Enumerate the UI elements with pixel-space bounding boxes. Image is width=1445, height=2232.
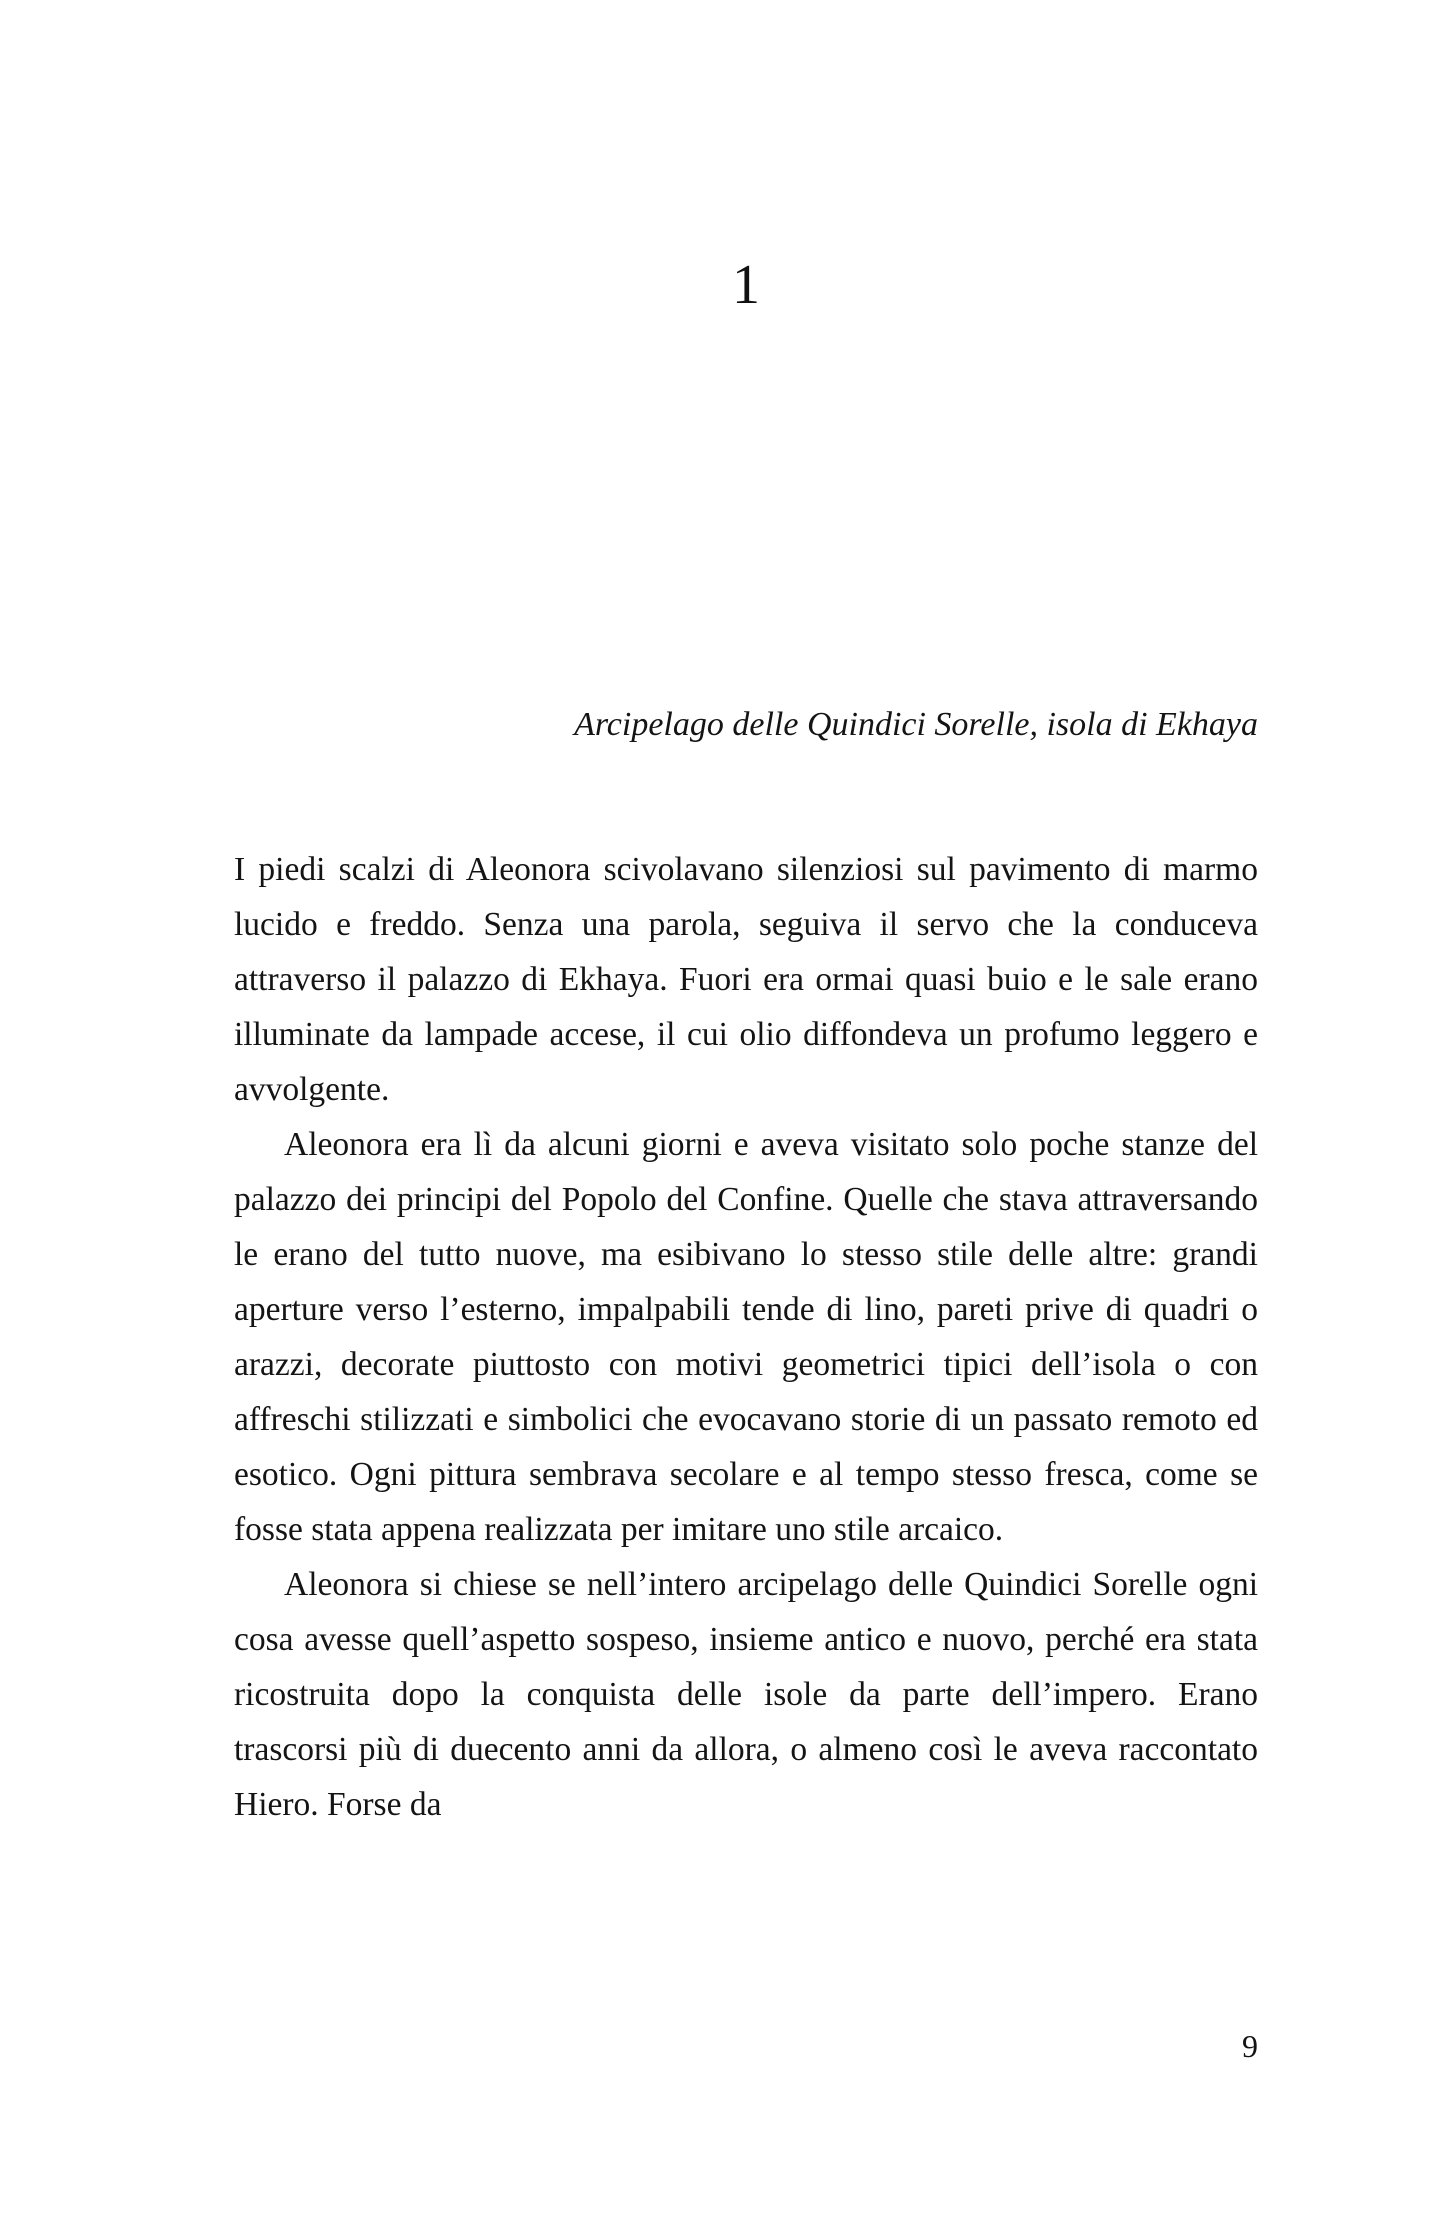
body-paragraph: Aleonora si chiese se nell’intero arcipelago delle Quindici Sorelle ogni cosa avesse quell’aspetto sospeso, insieme antico e nuovo, perché era stata ricostruita dopo la conquista delle isole da parte dell’impero. Erano trascorsi più di duecento anni da allora, o almeno così le aveva raccontato Hiero. Forse da — [234, 1565, 1258, 1823]
epigraph-location-line: Arcipelago delle Quindici Sorelle, isola di Ekhaya — [574, 706, 1258, 744]
body-paragraph: I piedi scalzi di Aleonora scivolavano silenziosi sul pavimento di marmo lucido e freddo. Senza una parola, seguiva il servo che la conduceva attraverso il palazzo di Ekhaya. Fuori era ormai quasi buio e le sale erano illuminate da lampade accese, il cui olio diffondeva un profumo leggero e avvolgente. — [234, 850, 1258, 1108]
chapter-number: 1 — [732, 254, 760, 316]
body-text — [234, 747, 1258, 1832]
page-number: 9 — [1242, 2028, 1258, 2064]
text-block — [234, 0, 1258, 1832]
body-paragraph: Aleonora era lì da alcuni giorni e aveva visitato solo poche stanze del palazzo dei principi del Popolo del Confine. Quelle che stava attraversando le erano del tutto nuove, ma esibivano lo stesso stile delle altre: grandi aperture verso l’esterno, impalpabili tende di lino, pareti prive di quadri o arazzi, decorate piuttosto con motivi geometrici tipici dell’isola o con affreschi stilizzati e simbolici che evocavano storie di un passato remoto ed esotico. Ogni pittura sembrava secolare e al tempo stesso fresca, come se fosse stata appena realizzata per imitare uno stile arcaico. — [234, 1125, 1258, 1548]
